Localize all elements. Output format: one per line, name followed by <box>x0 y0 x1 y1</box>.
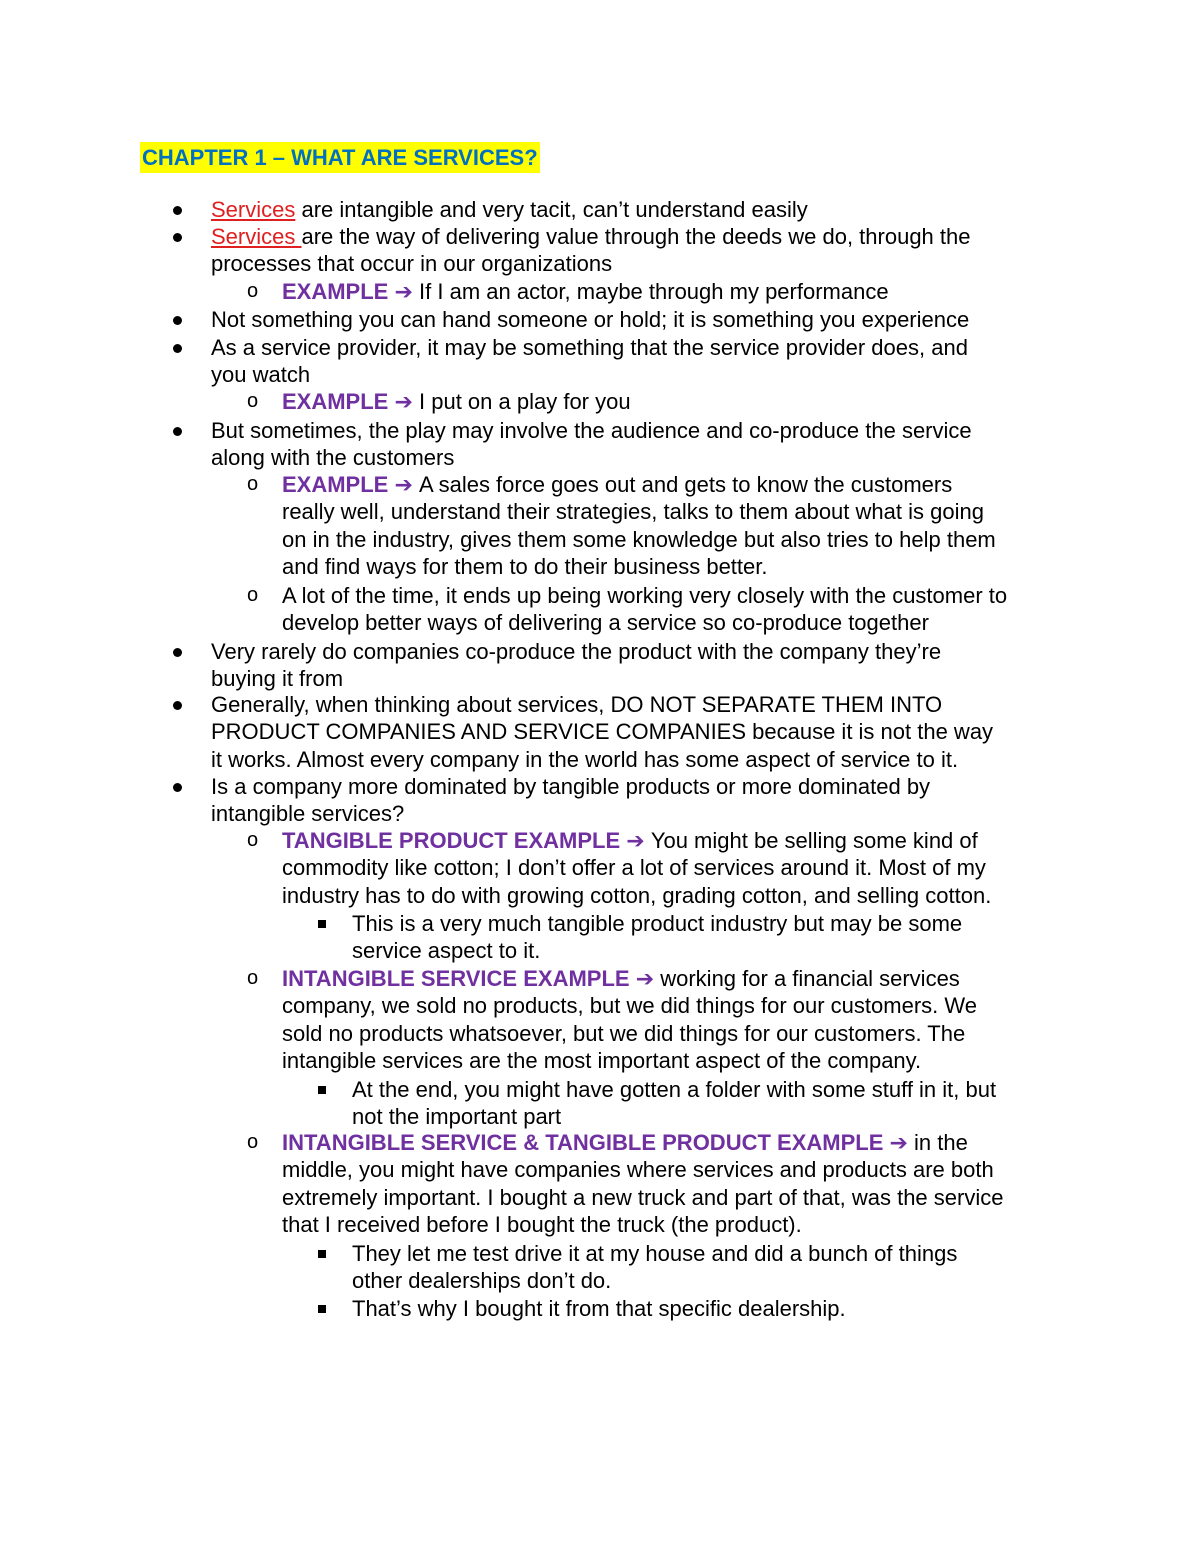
line-text: intangible services are the most important aspect of the company. <box>282 1048 922 1074</box>
square-bullet-icon <box>318 920 326 928</box>
list-item-line <box>211 746 958 773</box>
sub-item-line <box>282 388 631 415</box>
sub-item-line <box>282 1047 921 1074</box>
list-item-line <box>211 250 612 277</box>
list-item-line <box>211 334 968 361</box>
subsub-item-line <box>352 1295 846 1322</box>
line-text: really well, understand their strategies, talks to them about what is going <box>282 499 984 525</box>
line-text: not the important part <box>352 1104 562 1130</box>
sub-item-line <box>282 498 984 525</box>
line-text: Generally, when thinking about services, DO NOT SEPARATE THEM INTO <box>211 692 943 717</box>
list-item-line <box>211 718 993 745</box>
sub-item-line <box>282 992 977 1019</box>
sub-item-line <box>282 965 960 992</box>
line-text: Is a company more dominated by tangible products or more dominated by <box>211 774 931 799</box>
bullet-marker <box>173 691 182 710</box>
sub-item-line <box>282 526 996 553</box>
sub-item-line <box>282 1156 994 1183</box>
line-text: are the way of delivering value through the deeds we do, through the <box>301 224 971 249</box>
line-text: company, we sold no products, but we did things for our customers. We <box>282 993 977 1019</box>
sub-item-line <box>282 609 929 636</box>
highlight-term: Services <box>211 197 296 222</box>
list-item-line <box>211 196 808 223</box>
line-text: on in the industry, gives them some knowledge but also tries to help them <box>282 526 996 552</box>
sub-bullet-marker: o <box>247 390 259 412</box>
line-text: As a service provider, it may be something that the service provider does, and <box>211 335 968 360</box>
line-text: Very rarely do companies co-produce the product with the company they’re <box>211 639 942 664</box>
chapter-heading: CHAPTER 1 – WHAT ARE SERVICES? <box>140 142 540 173</box>
line-text: middle, you might have companies where services and products are both <box>282 1157 994 1183</box>
arrow-icon: ➔ <box>626 828 651 853</box>
bullet-dot-icon <box>173 344 182 353</box>
sub-bullet-marker: o <box>247 473 259 495</box>
bullet-marker <box>173 196 182 215</box>
line-text: If I am an actor, maybe through my performance <box>419 279 889 304</box>
bullet-marker <box>173 223 182 242</box>
bullet-marker <box>173 306 182 325</box>
sub-item-line <box>282 582 1007 609</box>
sub-item-line <box>282 553 768 580</box>
bullet-dot-icon <box>173 701 182 710</box>
line-text: intangible services? <box>211 801 405 827</box>
square-bullet-marker <box>318 1295 326 1313</box>
sub-item-line <box>282 882 991 909</box>
arrow-icon: ➔ <box>394 472 420 497</box>
bullet-marker <box>173 773 182 792</box>
line-text: that I received before I bought the truck (the product). <box>282 1212 802 1238</box>
sub-bullet-marker: o <box>247 584 259 606</box>
line-text: Not something you can hand someone or hold; it is something you experience <box>211 307 970 332</box>
arrow-icon: ➔ <box>889 1130 915 1155</box>
line-text: extremely important. I bought a new truck and part of that, was the service <box>282 1184 1004 1210</box>
line-text: sold no products whatsoever, but we did things for our customers. The <box>282 1020 966 1046</box>
bullet-marker <box>173 638 182 657</box>
line-text: industry has to do with growing cotton, grading cotton, and selling cotton. <box>282 882 992 908</box>
line-text: I put on a play for you <box>419 389 631 414</box>
sub-item-line <box>282 827 978 854</box>
line-text: A lot of the time, it ends up being working very closely with the customer to <box>282 583 1008 608</box>
line-text: develop better ways of delivering a service so co-produce together <box>282 610 929 636</box>
arrow-icon: ➔ <box>394 279 420 304</box>
sub-item-line <box>282 471 952 498</box>
list-item-line <box>211 223 971 250</box>
example-keyword: EXAMPLE <box>282 279 395 304</box>
bullet-dot-icon <box>173 427 182 436</box>
list-item-line <box>211 417 972 444</box>
bullet-dot-icon <box>173 233 182 242</box>
list-item-line <box>211 691 942 718</box>
line-text: commodity like cotton; I don’t offer a lot of services around it. Most of my <box>282 855 986 881</box>
line-text: and find ways for them to do their business better. <box>282 554 768 580</box>
example-keyword: INTANGIBLE SERVICE & TANGIBLE PRODUCT EXAMPLE <box>282 1130 890 1155</box>
line-text: At the end, you might have gotten a folder with some stuff in it, but <box>352 1077 997 1102</box>
line-text: You might be selling some kind of <box>650 828 978 853</box>
sub-item-line <box>282 1211 802 1238</box>
example-keyword: INTANGIBLE SERVICE EXAMPLE <box>282 966 636 991</box>
line-text: This is a very much tangible product industry but may be some <box>352 911 963 936</box>
bullet-dot-icon <box>173 783 182 792</box>
line-text: other dealerships don’t do. <box>352 1268 612 1294</box>
list-item-line <box>211 665 343 692</box>
line-text: service aspect to it. <box>352 938 541 964</box>
square-bullet-marker <box>318 1076 326 1094</box>
square-bullet-icon <box>318 1250 326 1258</box>
line-text: A sales force goes out and gets to know the customers <box>419 472 953 497</box>
line-text: working for a financial services <box>660 966 960 991</box>
sub-bullet-marker: o <box>247 280 259 302</box>
list-item-line <box>211 638 941 665</box>
line-text: PRODUCT COMPANIES AND SERVICE COMPANIES because it is not the way <box>211 719 994 745</box>
sub-item-line <box>282 1020 965 1047</box>
sub-bullet-marker: o <box>247 1131 259 1153</box>
list-item-line <box>211 306 969 333</box>
list-item-line <box>211 361 310 388</box>
list-item-line <box>211 444 454 471</box>
example-keyword: TANGIBLE PRODUCT EXAMPLE <box>282 828 627 853</box>
example-keyword: EXAMPLE <box>282 389 395 414</box>
line-text: They let me test drive it at my house and did a bunch of things <box>352 1241 958 1266</box>
subsub-item-line <box>352 937 540 964</box>
square-bullet-marker <box>318 910 326 928</box>
line-text: in the <box>914 1130 968 1155</box>
highlight-term: Services <box>211 224 302 249</box>
line-text: That’s why I bought it from that specific dealership. <box>352 1296 846 1321</box>
example-keyword: EXAMPLE <box>282 472 395 497</box>
sub-item-line <box>282 854 986 881</box>
sub-bullet-marker: o <box>247 829 259 851</box>
bullet-dot-icon <box>173 316 182 325</box>
line-text: it works. Almost every company in the world has some aspect of service to it. <box>211 746 959 772</box>
square-bullet-marker <box>318 1240 326 1258</box>
square-bullet-icon <box>318 1086 326 1094</box>
bullet-marker <box>173 334 182 353</box>
line-text: processes that occur in our organizations <box>211 251 613 277</box>
line-text: buying it from <box>211 666 344 692</box>
square-bullet-icon <box>318 1305 326 1313</box>
line-text: along with the customers <box>211 445 455 471</box>
subsub-item-line <box>352 1240 957 1267</box>
subsub-item-line <box>352 910 962 937</box>
list-item-line <box>211 800 404 827</box>
line-text: But sometimes, the play may involve the audience and co-produce the service <box>211 418 972 443</box>
subsub-item-line <box>352 1103 561 1130</box>
bullet-marker <box>173 417 182 436</box>
bullet-dot-icon <box>173 206 182 215</box>
subsub-item-line <box>352 1076 996 1103</box>
sub-item-line <box>282 1129 968 1156</box>
sub-item-line <box>282 278 889 305</box>
line-text: are intangible and very tacit, can’t understand easily <box>295 197 808 222</box>
subsub-item-line <box>352 1267 611 1294</box>
list-item-line <box>211 773 930 800</box>
bullet-dot-icon <box>173 648 182 657</box>
arrow-icon: ➔ <box>394 389 420 414</box>
line-text: you watch <box>211 362 311 388</box>
sub-bullet-marker: o <box>247 967 259 989</box>
sub-item-line <box>282 1184 1003 1211</box>
arrow-icon: ➔ <box>635 966 661 991</box>
